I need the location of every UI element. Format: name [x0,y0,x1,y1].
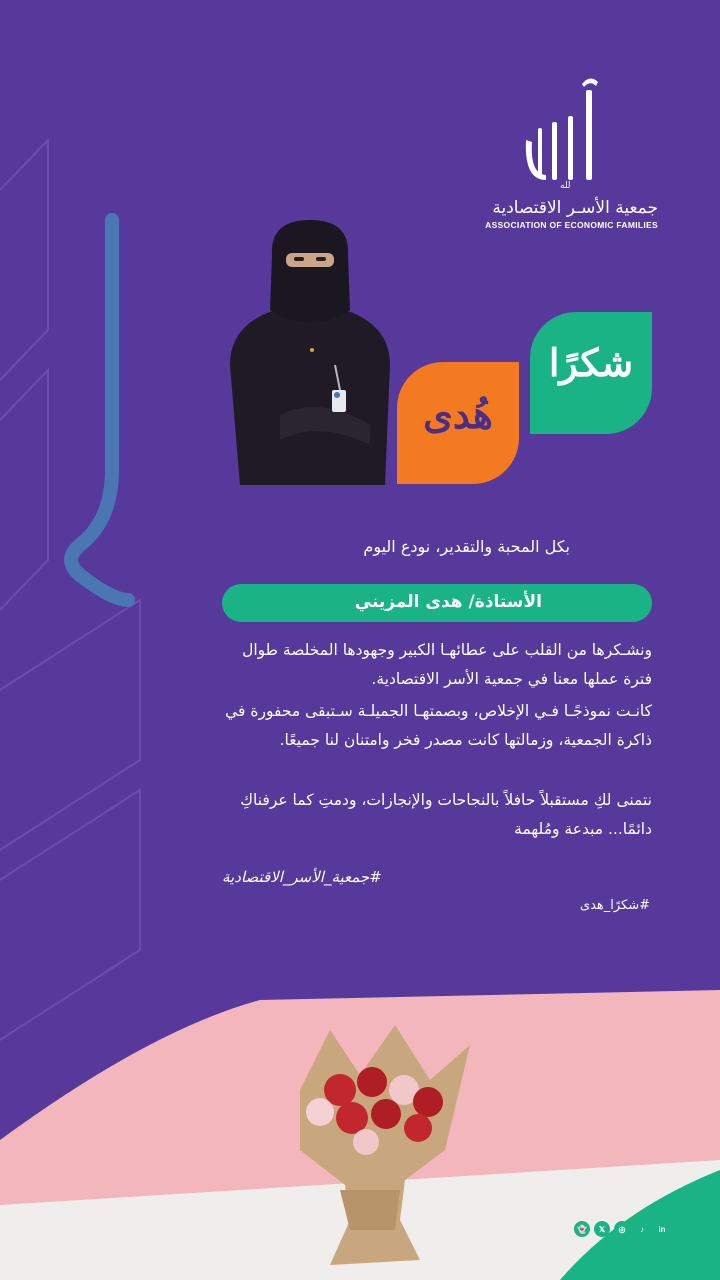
name-card [397,362,519,484]
thanks-card [530,312,652,434]
paragraph-thanks: ونشـكرها من القلب على عطائهـا الكبير وجهودها المخلصة طوال فترة عملها معنا في جمعية الأسر الاقتصادية. [242,641,652,688]
x-icon[interactable]: 𝕏 [594,1221,610,1237]
intro-text: بكل المحبة والتقدير، نودع اليوم [363,537,570,556]
tiktok-icon[interactable]: ♪ [634,1221,650,1237]
name-banner-text: الأستاذة/ هدى المزيني [354,592,542,612]
snapchat-icon[interactable]: 👻 [574,1221,590,1237]
instagram-icon[interactable]: ◎ [614,1221,630,1237]
logo-calligraphy-icon [516,70,606,190]
org-name-arabic: جمعية الأسـر الاقتصادية [492,198,658,218]
paragraph-legacy: كانـت نموذجًـا فـي الإخلاص، وبصمتهـا الجميلـة سـتبقى محفورة في ذاكرة الجمعية، وزمالتها كانت مصدر فخر وامتنان لنا جميعًا. [225,702,652,749]
thanks-word: شكرًا [548,340,634,385]
svg-text:لله: لله [560,181,571,190]
portrait-photo [220,215,400,485]
linkedin-icon[interactable]: in [654,1221,670,1237]
name-banner [222,584,652,622]
name-word: هُدى [423,392,493,437]
org-name-english: ASSOCIATION OF ECONOMIC FAMILIES [485,220,658,230]
paragraph-wishes: نتمنى لكِ مستقبلاً حافلاً بالنجاحات والإنجازات، ودمتِ كما عرفناكِ دائمًا... مبدعة ومُلهمة [240,791,652,838]
social-handle: efaksa1 [592,1240,670,1256]
social-links [574,1221,670,1237]
hashtag-thanks: #شكرًا_هدى [579,898,650,913]
hashtag-association: #جمعية_الأسر_الاقتصادية [222,868,382,886]
